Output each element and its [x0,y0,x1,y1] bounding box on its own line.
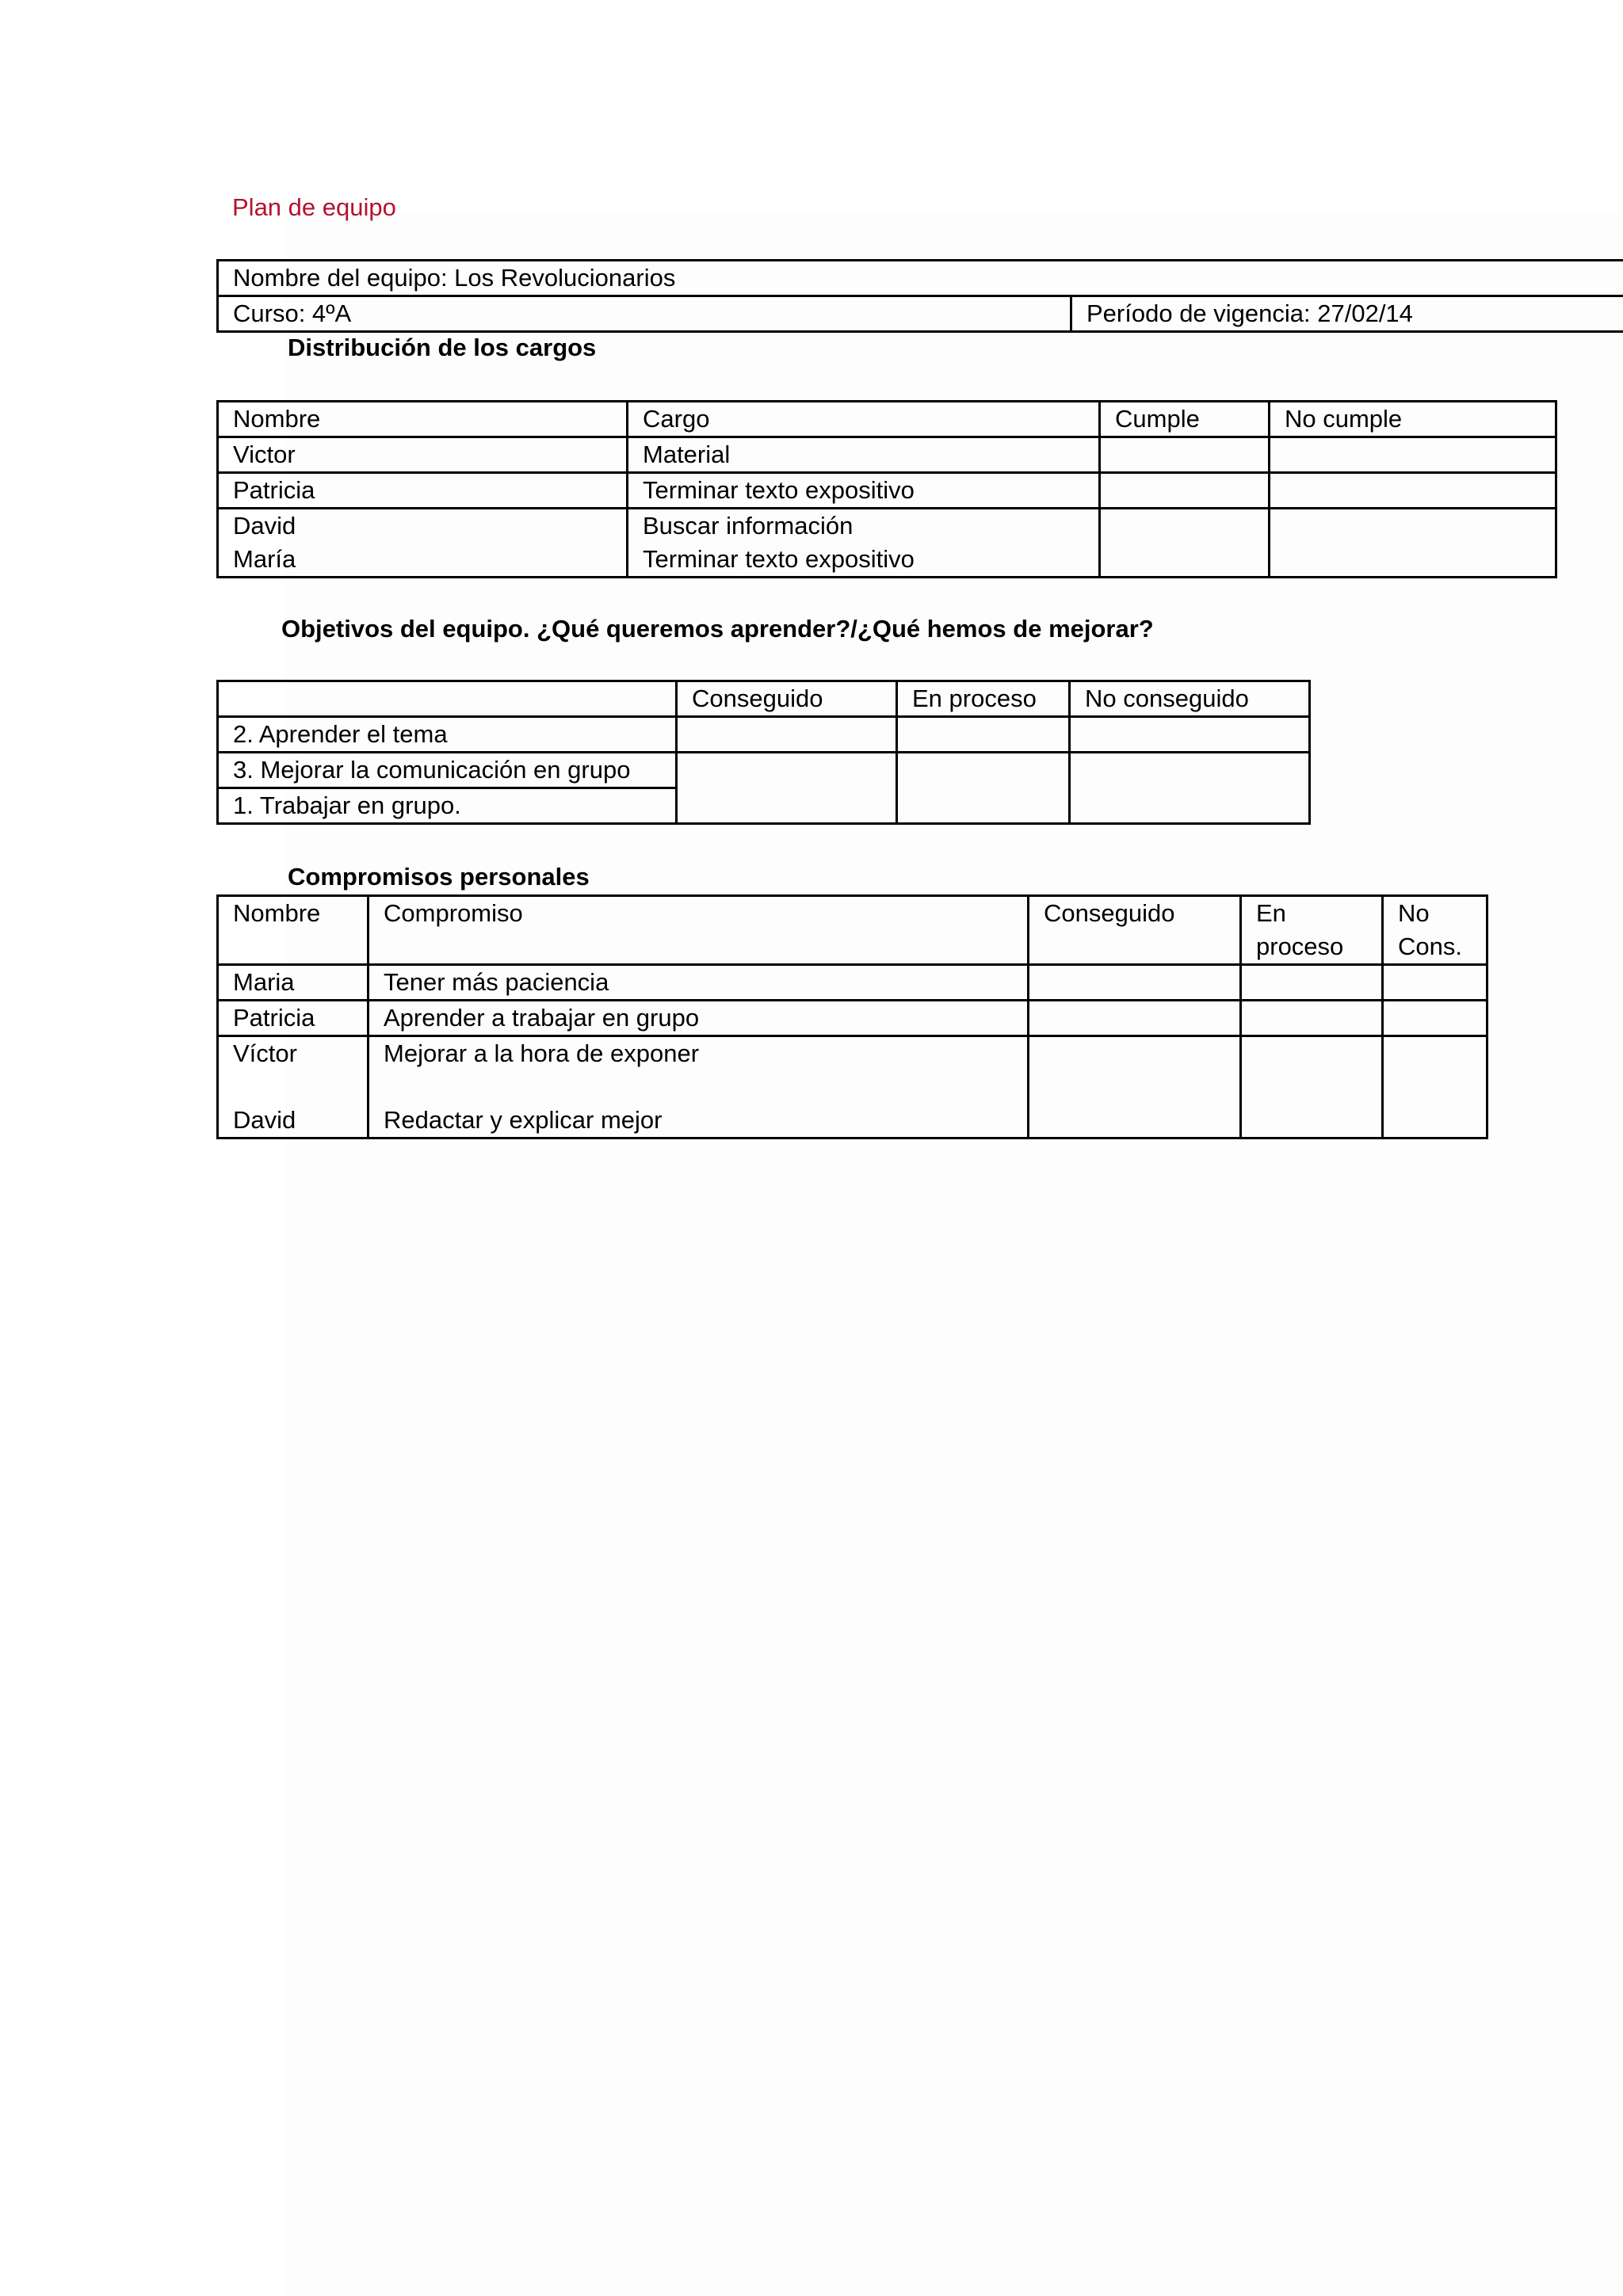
table-row [218,1001,1487,1036]
conseguido-cell [677,717,897,753]
header-cell: En proceso [1241,896,1383,965]
objetivos-table [216,680,1311,825]
header-cell: Conseguido [677,681,897,717]
cargos-table [216,400,1557,578]
en-proceso-cell [897,717,1070,753]
no-cons-cell [1383,1036,1487,1138]
table-row [218,473,1556,509]
no-cumple-cell [1270,509,1556,578]
header-cell: En proceso [897,681,1070,717]
table-header-row [218,896,1487,965]
team-name-cell: Nombre del equipo: Los Revolucionarios [218,261,1623,296]
header-cell: Conseguido [1029,896,1241,965]
commitment-cell: Tener más paciencia [369,965,1029,1001]
line-gap [384,1070,1013,1104]
header-cell: Cumple [1100,402,1270,437]
compromisos-heading: Compromisos personales [288,863,590,891]
header-cell: Compromiso [369,896,1029,965]
commitment-cell: Aprender a trabajar en grupo [369,1001,1029,1036]
compromisos-table [216,894,1488,1139]
table-header-row [218,402,1556,437]
name-cell [218,1036,369,1138]
no-conseguido-cell [1070,753,1310,824]
table-row [218,509,1556,578]
no-cumple-cell [1270,473,1556,509]
role-line: Terminar texto expositivo [643,545,915,573]
conseguido-cell [677,753,897,824]
table-header-row [218,681,1310,717]
header-cell: Nombre [218,896,369,965]
objective-cell: 2. Aprender el tema [218,717,677,753]
header-cell: No cumple [1270,402,1556,437]
period-cell: Período de vigencia: 27/02/14 [1071,296,1623,332]
conseguido-cell [1029,1001,1241,1036]
table-row [218,717,1310,753]
name-cell: Patricia [218,473,628,509]
header-cell: Cargo [628,402,1100,437]
role-cell: Terminar texto expositivo [628,473,1100,509]
en-proceso-cell [1241,965,1383,1001]
commitment-line: Redactar y explicar mejor [384,1106,663,1134]
name-line: Víctor [233,1039,297,1067]
role-cell: Material [628,437,1100,473]
cargos-heading: Distribución de los cargos [288,334,597,361]
conseguido-cell [1029,965,1241,1001]
header-cell: No Cons. [1383,896,1487,965]
name-cell: Victor [218,437,628,473]
table-row [218,437,1556,473]
en-proceso-cell [897,753,1070,824]
line-gap [233,1070,353,1104]
header-cell: Nombre [218,402,628,437]
header-cell [218,681,677,717]
name-line: María [233,545,296,573]
no-cons-cell [1383,1001,1487,1036]
en-proceso-cell [1241,1001,1383,1036]
en-proceso-cell [1241,1036,1383,1138]
commitment-line: Mejorar a la hora de exponer [384,1039,700,1067]
team-info-table [216,259,1623,333]
no-cumple-cell [1270,437,1556,473]
name-line: David [233,1106,296,1134]
objective-cell: 3. Mejorar la comunicación en grupo [218,753,677,788]
cumple-cell [1100,473,1270,509]
table-row [218,1036,1487,1138]
objective-cell: 1. Trabajar en grupo. [218,788,677,824]
name-line: David [233,512,296,540]
objetivos-heading: Objetivos del equipo. ¿Qué queremos aprender?/¿Qué hemos de mejorar? [281,615,1154,643]
cumple-cell [1100,437,1270,473]
no-conseguido-cell [1070,717,1310,753]
cumple-cell [1100,509,1270,578]
role-line: Buscar información [643,512,854,540]
no-cons-cell [1383,965,1487,1001]
role-cell [628,509,1100,578]
course-cell: Curso: 4ºA [218,296,1071,332]
name-cell [218,509,628,578]
commitment-cell [369,1036,1029,1138]
table-row [218,753,1310,788]
conseguido-cell [1029,1036,1241,1138]
table-row [218,965,1487,1001]
name-cell: Patricia [218,1001,369,1036]
name-cell: Maria [218,965,369,1001]
header-cell: No conseguido [1070,681,1310,717]
document-title: Plan de equipo [232,193,396,221]
